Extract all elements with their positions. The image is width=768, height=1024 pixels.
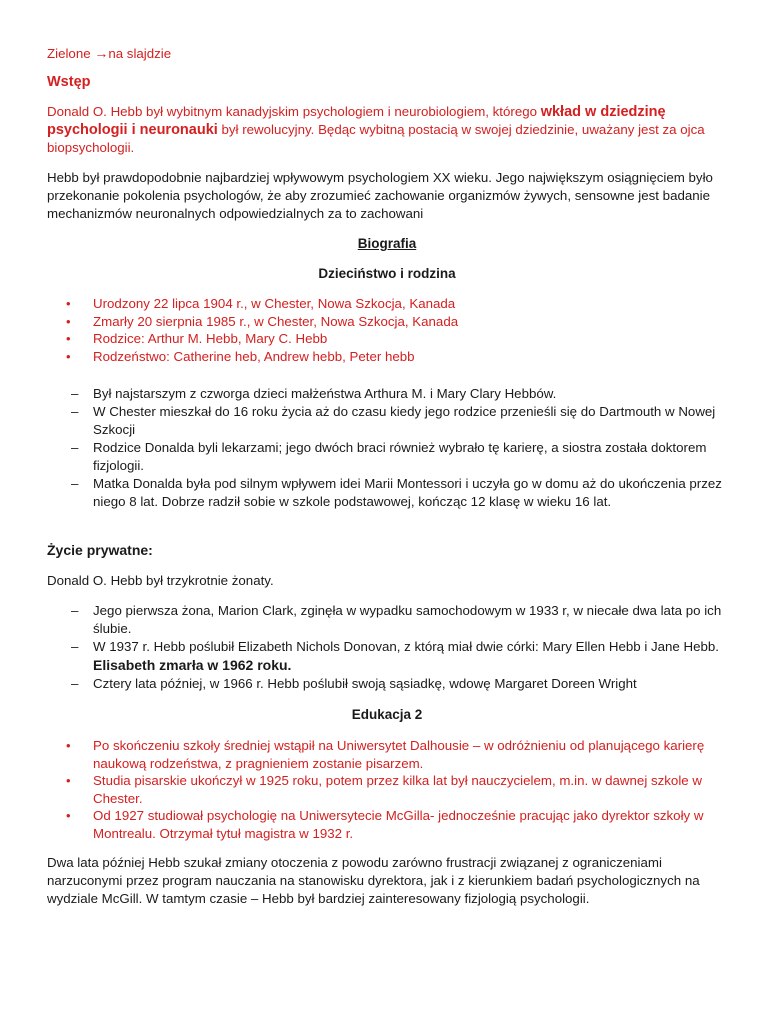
list-item	[47, 439, 727, 475]
education-heading: Edukacja 2	[351, 707, 423, 722]
list-item	[47, 403, 727, 439]
bullet-icon: •	[66, 296, 71, 311]
dash-icon: –	[71, 603, 79, 618]
education-text: Od 1927 studiował psychologię na Uniwersytecie McGilla- jednocześnie pracując jako dyrektor szkoły w Montrealu. Otrzymał tytuł magistra w 1932 r.	[93, 808, 704, 841]
closing-paragraph: Dwa lata później Hebb szukał zmiany otoczenia z powodu zarówno frustracji związanej z ograniczeniami narzuconymi przez program nauczania na stanowisku dyrektora, jak i z kierunkiem badań psychologicznych na wydziale McGill. W tamtym czasie – Hebb był bardziej zainteresowany fizjologią psychologii.	[47, 855, 700, 906]
intro-bold: wkład w dziedzinę psychologii i neuronauki	[47, 104, 666, 138]
fact-text: Rodzice: Arthur M. Hebb, Mary C. Hebb	[93, 331, 328, 346]
summary-paragraph: Hebb był prawdopodobnie najbardziej wpływowym psychologiem XX wieku. Jego największym osiągnięciem było przekonanie pokolenia psychologów, że aby zrozumieć zachowanie organizmów żywych, sensowne jest badanie mechanizmów neuronalnych odpowiedzialnych za to zachowani	[47, 170, 713, 221]
fact-text: Zmarły 20 sierpnia 1985 r., w Chester, Nowa Szkocja, Kanada	[93, 313, 459, 329]
private-text: Jego pierwsza żona, Marion Clark, zginęła w wypadku samochodowym w 1933 r, w niecałe dwa lata po ich ślubie.	[93, 603, 722, 636]
private-intro: Donald O. Hebb był trzykrotnie żonaty.	[47, 573, 274, 588]
dash-icon: –	[71, 639, 79, 654]
list-item	[47, 385, 727, 403]
list-item	[47, 772, 727, 807]
list-item	[47, 737, 727, 772]
bullet-icon: •	[66, 348, 71, 364]
private-emphasis: Elisabeth zmarła w 1962 roku.	[93, 657, 292, 673]
bullet-icon: •	[66, 331, 71, 346]
dash-icon: –	[71, 404, 79, 419]
childhood-list	[47, 385, 727, 511]
dash-icon: –	[71, 676, 79, 691]
intro-paragraph	[47, 103, 727, 157]
slide-note	[47, 44, 171, 63]
biografia-heading: Biografia	[357, 236, 417, 251]
private-list	[47, 602, 727, 693]
list-item	[47, 602, 727, 638]
note-suffix: na slajdzie	[108, 46, 172, 61]
education-text: Po skończeniu szkoły średniej wstąpił na Uniwersytet Dalhousie – w odróżnieniu od planującego karierę naukową rodzeństwa, z pragnieniem zostanie pisarzem.	[93, 738, 705, 771]
bullet-icon: •	[66, 808, 71, 823]
childhood-heading: Dzieciństwo i rodzina	[318, 266, 456, 281]
private-text: Cztery lata później, w 1966 r. Hebb poślubił swoją sąsiadkę, wdowę Margaret Doreen Wright	[93, 676, 637, 691]
intro-heading: Wstęp	[47, 74, 91, 90]
list-item	[47, 313, 727, 331]
private-life-heading: Życie prywatne:	[47, 542, 153, 558]
bullet-icon: •	[66, 313, 71, 329]
facts-list	[47, 295, 727, 365]
list-item	[47, 675, 727, 693]
note-prefix: Zielone	[47, 46, 95, 61]
fact-text: Urodzony 22 lipca 1904 r., w Chester, Nowa Szkocja, Kanada	[93, 296, 456, 311]
dash-icon: –	[71, 440, 79, 455]
list-item	[47, 475, 727, 511]
list-item	[47, 348, 727, 366]
list-item	[47, 807, 727, 842]
education-text: Studia pisarskie ukończył w 1925 roku, potem przez kilka lat był nauczycielem, m.in. w dawnej szkole w Chester.	[93, 773, 702, 806]
childhood-text: Rodzice Donalda byli lekarzami; jego dwóch braci również wybrało tę karierę, a siostra została doktorem fizjologii.	[93, 440, 707, 473]
intro-text-2: był rewolucyjny. Będąc wybitną postacią w swojej dziedzinie, uważany jest za ojca biopsychologii.	[47, 122, 705, 155]
list-item	[47, 638, 727, 675]
education-list	[47, 737, 727, 842]
childhood-text: Matka Donalda była pod silnym wpływem idei Marii Montessori i uczyła go w domu aż do ukończenia przez niego 8 lat. Dobrze radził sobie w szkole podstawowej, kończąc 12 klasę w wieku 16 lat.	[93, 476, 722, 509]
childhood-text: Był najstarszym z czworga dzieci małżeństwa Arthura M. i Mary Clary Hebbów.	[93, 386, 557, 401]
list-item	[47, 295, 727, 313]
dash-icon: –	[71, 476, 79, 491]
bullet-icon: •	[66, 773, 71, 788]
intro-text-1: Donald O. Hebb był wybitnym kanadyjskim psychologiem i neurobiologiem, którego	[47, 104, 541, 119]
fact-text: Rodzeństwo: Catherine heb, Andrew hebb, Peter hebb	[93, 348, 415, 364]
childhood-text: W Chester mieszkał do 16 roku życia aż do czasu kiedy jego rodzice przenieśli się do Dartmouth w Nowej Szkocji	[93, 404, 716, 437]
bullet-icon: •	[66, 738, 71, 753]
dash-icon: –	[71, 386, 79, 401]
list-item	[47, 330, 727, 348]
arrow-right-icon: →	[94, 45, 109, 61]
private-text: W 1937 r. Hebb poślubił Elizabeth Nichols Donovan, z którą miał dwie córki: Mary Ellen Hebb i Jane Hebb.	[93, 639, 719, 654]
